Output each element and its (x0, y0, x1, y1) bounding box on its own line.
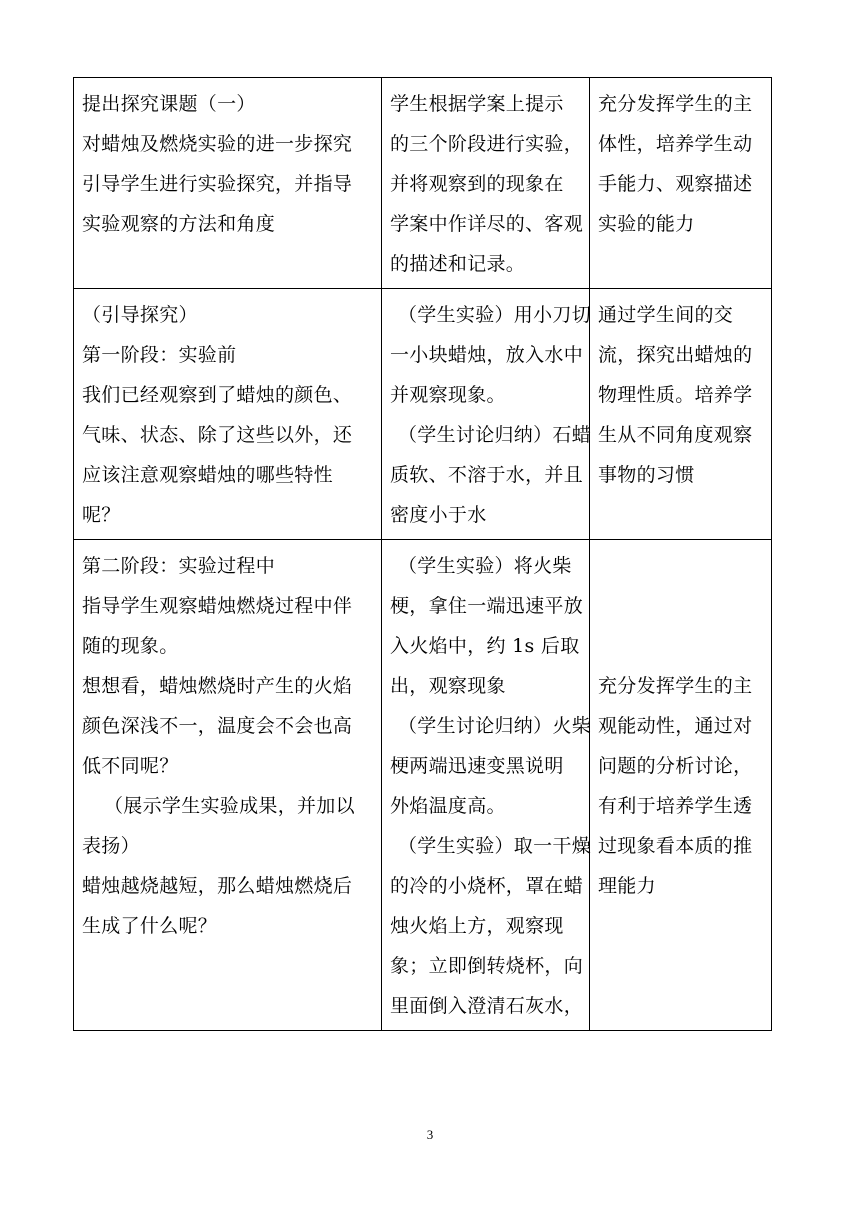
text-line: 想想看，蜡烛燃烧时产生的火焰 (82, 675, 353, 697)
teacher-activity-cell (74, 289, 382, 540)
text-line: 引导学生进行实验探究，并指导 (82, 173, 353, 195)
text-line: 的描述和记录。 (390, 253, 526, 275)
text-line: 流，探究出蜡烛的 (598, 344, 753, 366)
text-line: 我们已经观察到了蜡烛的颜色、 (82, 384, 353, 406)
text-line: 里面倒入澄清石灰水， (390, 995, 584, 1017)
text-line: 观能动性，通过对 (598, 715, 753, 737)
text-line: （学生实验）取一干燥 (398, 835, 592, 857)
page-number: 3 (426, 1127, 434, 1142)
text-line: 象；立即倒转烧杯，向 (390, 955, 584, 977)
text-line: 对蜡烛及燃烧实验的进一步探究 (82, 133, 353, 155)
text-line: 第二阶段：实验过程中 (82, 555, 276, 577)
text-line: 过现象看本质的推 (598, 835, 753, 857)
design-intent-cell (590, 540, 772, 1031)
text-line: （学生讨论归纳）石蜡 (398, 424, 592, 446)
text-line: 密度小于水 (390, 504, 487, 526)
text-line: 第一阶段：实验前 (82, 344, 237, 366)
text-line: 一小块蜡烛，放入水中 (390, 344, 584, 366)
teacher-activity-cell (74, 78, 382, 289)
text-line: 有利于培养学生透 (598, 795, 753, 817)
cell-spacer (598, 546, 763, 666)
table-row (74, 540, 772, 1031)
text-line: 气味、状态、除了这些以外，还 (82, 424, 353, 446)
text-line: 充分发挥学生的主 (598, 93, 753, 115)
text-line: 呢？ (82, 504, 121, 526)
text-line: 外焰温度高。 (390, 795, 506, 817)
design-intent-cell (590, 78, 772, 289)
text-line: 表扬） (82, 835, 140, 857)
text-line: 并将观察到的现象在 (390, 173, 564, 195)
text-line: 体性，培养学生动 (598, 133, 753, 155)
text-line: 入火焰中，约 1s 后取 (390, 635, 580, 657)
text-line: 的冷的小烧杯，罩在蜡 (390, 875, 584, 897)
text-line: 问题的分析讨论， (598, 755, 753, 777)
text-line: 蜡烛越烧越短，那么蜡烛燃烧后 (82, 875, 353, 897)
text-line: （展示学生实验成果，并加以 (104, 795, 355, 817)
text-line: （引导探究） (82, 304, 198, 326)
design-intent-cell (590, 289, 772, 540)
text-line: 烛火焰上方，观察现 (390, 915, 564, 937)
student-activity-cell (382, 289, 590, 540)
text-line: 充分发挥学生的主 (598, 675, 753, 697)
text-line: 通过学生间的交 (598, 304, 734, 326)
text-line: 颜色深浅不一，温度会不会也高 (82, 715, 353, 737)
text-line: 实验观察的方法和角度 (82, 213, 276, 235)
text-line: 梗两端迅速变黑说明 (390, 755, 564, 777)
text-line: 学生根据学案上提示 (390, 93, 564, 115)
text-line: 指导学生观察蜡烛燃烧过程中伴 (82, 595, 353, 617)
text-line: 物理性质。培养学 (598, 384, 753, 406)
text-line: （学生实验）用小刀切 (398, 304, 592, 326)
text-line: 应该注意观察蜡烛的哪些特性 (82, 464, 333, 486)
text-line: 质软、不溶于水，并且 (390, 464, 584, 486)
text-line: 事物的习惯 (598, 464, 695, 486)
student-activity-cell (382, 540, 590, 1031)
text-line: 手能力、观察描述 (598, 173, 753, 195)
table-row (74, 289, 772, 540)
text-line: （学生实验）将火柴 (398, 555, 572, 577)
text-line: 理能力 (598, 875, 656, 897)
text-line: 的三个阶段进行实验， (390, 133, 584, 155)
teacher-activity-cell (74, 540, 382, 1031)
text-line: 提出探究课题（一） (82, 93, 256, 115)
text-line: 随的现象。 (82, 635, 179, 657)
text-line: 出，观察现象 (390, 675, 506, 697)
text-line: 生成了什么呢？ (82, 915, 218, 937)
text-line: （学生讨论归纳）火柴 (398, 715, 592, 737)
text-line: 实验的能力 (598, 213, 695, 235)
text-line: 梗，拿住一端迅速平放 (390, 595, 584, 617)
text-line: 学案中作详尽的、客观 (390, 213, 584, 235)
table-row (74, 78, 772, 289)
text-line: 生从不同角度观察 (598, 424, 753, 446)
lesson-plan-table (73, 77, 772, 1031)
text-line: 低不同呢？ (82, 755, 179, 777)
text-line: 并观察现象。 (390, 384, 506, 406)
student-activity-cell (382, 78, 590, 289)
